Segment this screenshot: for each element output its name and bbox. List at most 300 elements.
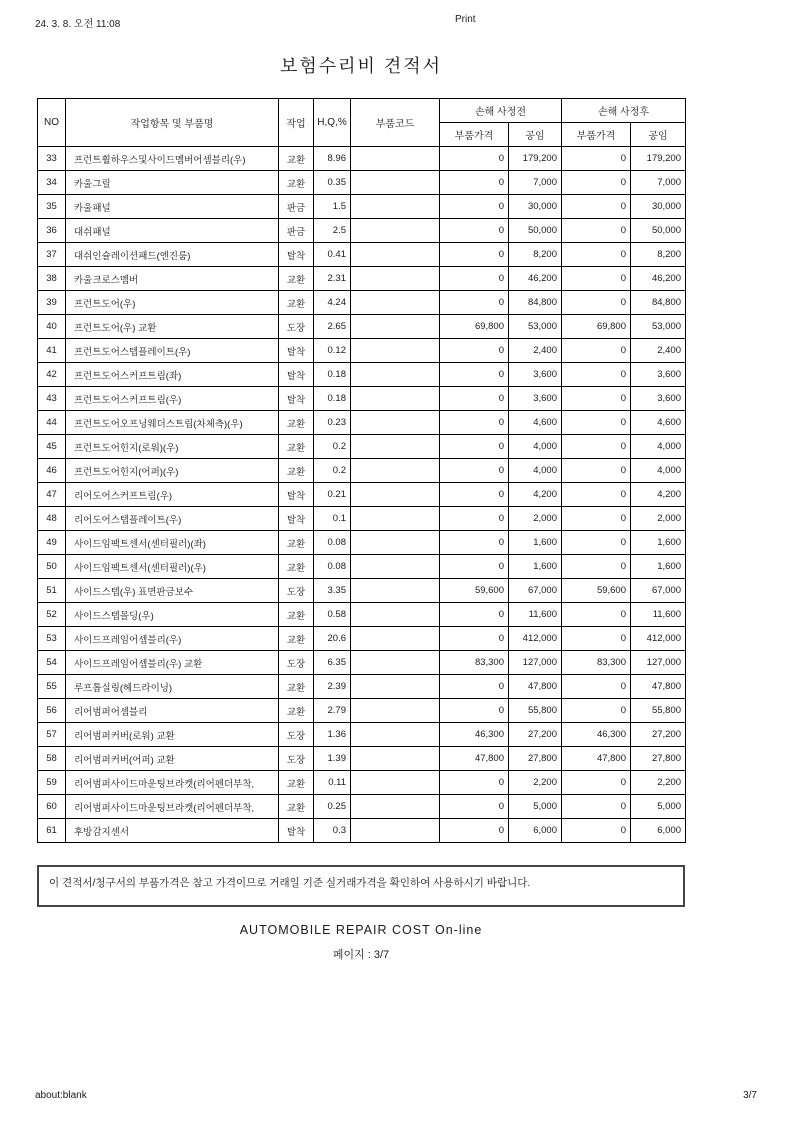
- cell-hq: 0.18: [314, 387, 351, 411]
- cell-hq: 0.2: [314, 459, 351, 483]
- cell-hq: 0.18: [314, 363, 351, 387]
- cell-item-name: 리어도어스텝플레이트(우): [66, 507, 279, 531]
- cell-item-name: 카울크로스멤버: [66, 267, 279, 291]
- cell-part-code: [351, 555, 440, 579]
- col-header-no: NO: [38, 99, 66, 147]
- cell-labor-after: 127,000: [631, 651, 686, 675]
- cell-item-name: 리어도어스커프트림(우): [66, 483, 279, 507]
- table-row: [38, 795, 686, 819]
- cell-part-price-before: 0: [440, 795, 509, 819]
- cell-part-code: [351, 675, 440, 699]
- cell-labor-before: 3,600: [509, 387, 562, 411]
- cell-work-type: 교환: [279, 459, 314, 483]
- cell-item-name: 리어범퍼커버(로워) 교환: [66, 723, 279, 747]
- cell-part-price-after: 0: [562, 699, 631, 723]
- cell-labor-before: 4,000: [509, 435, 562, 459]
- cell-part-price-before: 0: [440, 219, 509, 243]
- cell-labor-after: 53,000: [631, 315, 686, 339]
- cell-labor-after: 11,600: [631, 603, 686, 627]
- cell-part-code: [351, 435, 440, 459]
- cell-labor-before: 2,400: [509, 339, 562, 363]
- cell-item-name: 리어범퍼커버(어퍼) 교환: [66, 747, 279, 771]
- table-row: [38, 219, 686, 243]
- table-row: [38, 603, 686, 627]
- cell-labor-after: 3,600: [631, 387, 686, 411]
- cell-part-price-after: 0: [562, 771, 631, 795]
- table-row: [38, 459, 686, 483]
- notice-text: 이 견적서/청구서의 부품가격은 참고 가격이므로 거래일 기준 실거래가격을 확인하여 사용하시기 바랍니다.: [49, 877, 531, 889]
- cell-part-code: [351, 579, 440, 603]
- cell-part-price-before: 0: [440, 411, 509, 435]
- header-row-1: [38, 99, 686, 123]
- col-header-part-price-after: 부품가격: [562, 123, 631, 147]
- cell-part-price-after: 0: [562, 435, 631, 459]
- cell-part-price-before: 0: [440, 699, 509, 723]
- cell-part-price-after: 0: [562, 243, 631, 267]
- cell-part-price-before: 47,800: [440, 747, 509, 771]
- cell-work-type: 탈착: [279, 363, 314, 387]
- cell-labor-before: 179,200: [509, 147, 562, 171]
- cell-hq: 6.35: [314, 651, 351, 675]
- col-header-after: 손해 사정후: [562, 99, 686, 123]
- cell-work-type: 교환: [279, 699, 314, 723]
- cell-part-code: [351, 603, 440, 627]
- cell-no: 33: [38, 147, 66, 171]
- cell-hq: 0.08: [314, 531, 351, 555]
- cell-part-price-before: 0: [440, 195, 509, 219]
- cell-labor-before: 1,600: [509, 555, 562, 579]
- table-row: [38, 723, 686, 747]
- table-row: [38, 267, 686, 291]
- table-row: [38, 243, 686, 267]
- cell-item-name: 프런트도어스커프트림(우): [66, 387, 279, 411]
- cell-part-code: [351, 387, 440, 411]
- cell-part-price-after: 0: [562, 531, 631, 555]
- cell-part-price-after: 59,600: [562, 579, 631, 603]
- cell-part-price-after: 0: [562, 483, 631, 507]
- cell-part-code: [351, 339, 440, 363]
- page-indicator: 페이지 : 3/7: [332, 949, 390, 961]
- cell-no: 34: [38, 171, 66, 195]
- cell-work-type: 교환: [279, 795, 314, 819]
- col-header-part-price-before: 부품가격: [440, 123, 509, 147]
- cell-hq: 0.3: [314, 819, 351, 843]
- brand-line: AUTOMOBILE REPAIR COST On-line: [239, 923, 483, 937]
- cell-no: 36: [38, 219, 66, 243]
- cell-item-name: 사이드프레임어셈블리(우): [66, 627, 279, 651]
- cell-item-name: 프런트도어스텝플레이트(우): [66, 339, 279, 363]
- cell-part-price-before: 0: [440, 291, 509, 315]
- cell-part-code: [351, 195, 440, 219]
- cell-no: 55: [38, 675, 66, 699]
- cell-part-price-before: 46,300: [440, 723, 509, 747]
- cell-part-code: [351, 147, 440, 171]
- cell-part-price-after: 0: [562, 147, 631, 171]
- cell-part-price-after: 0: [562, 339, 631, 363]
- cell-labor-after: 67,000: [631, 579, 686, 603]
- cell-part-code: [351, 267, 440, 291]
- table-row: [38, 819, 686, 843]
- cell-part-price-after: 0: [562, 459, 631, 483]
- col-header-work: 작업: [279, 99, 314, 147]
- col-header-labor-after: 공임: [631, 123, 686, 147]
- footer-page-number: 3/7: [743, 1090, 757, 1101]
- cell-part-price-before: 0: [440, 483, 509, 507]
- cell-work-type: 교환: [279, 147, 314, 171]
- cell-part-price-after: 0: [562, 603, 631, 627]
- cell-part-price-before: 0: [440, 459, 509, 483]
- cell-labor-before: 4,600: [509, 411, 562, 435]
- cell-part-code: [351, 363, 440, 387]
- cell-part-price-after: 0: [562, 627, 631, 651]
- cell-no: 56: [38, 699, 66, 723]
- notice-box: [37, 865, 685, 907]
- cell-work-type: 도장: [279, 651, 314, 675]
- table-row: [38, 195, 686, 219]
- cell-part-code: [351, 723, 440, 747]
- cell-hq: 1.39: [314, 747, 351, 771]
- cell-hq: 2.39: [314, 675, 351, 699]
- cell-part-price-before: 0: [440, 771, 509, 795]
- cell-work-type: 교환: [279, 291, 314, 315]
- cell-part-price-before: 0: [440, 603, 509, 627]
- cell-labor-before: 7,000: [509, 171, 562, 195]
- cell-labor-before: 27,200: [509, 723, 562, 747]
- cell-no: 48: [38, 507, 66, 531]
- cell-work-type: 교환: [279, 171, 314, 195]
- cell-no: 49: [38, 531, 66, 555]
- col-header-labor-before: 공임: [509, 123, 562, 147]
- cell-part-code: [351, 315, 440, 339]
- table-row: [38, 411, 686, 435]
- cell-labor-after: 55,800: [631, 699, 686, 723]
- cell-labor-before: 67,000: [509, 579, 562, 603]
- table-row: [38, 507, 686, 531]
- cell-item-name: 후방감지센서: [66, 819, 279, 843]
- cell-item-name: 카울패널: [66, 195, 279, 219]
- cell-no: 42: [38, 363, 66, 387]
- cell-labor-after: 50,000: [631, 219, 686, 243]
- cell-work-type: 탈착: [279, 819, 314, 843]
- cell-hq: 2.79: [314, 699, 351, 723]
- cell-labor-before: 8,200: [509, 243, 562, 267]
- cell-hq: 0.2: [314, 435, 351, 459]
- cell-hq: 0.1: [314, 507, 351, 531]
- cell-part-code: [351, 459, 440, 483]
- cell-work-type: 교환: [279, 603, 314, 627]
- cell-item-name: 사이드임팩트센서(센터필러)(좌): [66, 531, 279, 555]
- cell-work-type: 교환: [279, 675, 314, 699]
- cell-part-code: [351, 795, 440, 819]
- cell-labor-before: 127,000: [509, 651, 562, 675]
- cell-hq: 2.65: [314, 315, 351, 339]
- cell-part-code: [351, 243, 440, 267]
- table-row: [38, 627, 686, 651]
- cell-labor-after: 5,000: [631, 795, 686, 819]
- cell-part-code: [351, 819, 440, 843]
- cell-part-price-before: 0: [440, 147, 509, 171]
- cell-labor-after: 30,000: [631, 195, 686, 219]
- cell-part-code: [351, 483, 440, 507]
- cell-part-price-before: 69,800: [440, 315, 509, 339]
- cell-part-price-before: 83,300: [440, 651, 509, 675]
- table-row: [38, 651, 686, 675]
- cell-no: 60: [38, 795, 66, 819]
- cell-no: 41: [38, 339, 66, 363]
- cell-hq: 0.58: [314, 603, 351, 627]
- cell-part-price-after: 0: [562, 267, 631, 291]
- cell-hq: 0.25: [314, 795, 351, 819]
- cell-labor-before: 4,000: [509, 459, 562, 483]
- col-header-item: 작업항목 및 부품명: [66, 99, 279, 147]
- cell-labor-before: 53,000: [509, 315, 562, 339]
- cell-item-name: 프런트도어힌지(로워)(우): [66, 435, 279, 459]
- cell-item-name: 프런트도어(우) 교환: [66, 315, 279, 339]
- cell-work-type: 교환: [279, 555, 314, 579]
- cell-hq: 20.6: [314, 627, 351, 651]
- cell-labor-after: 2,400: [631, 339, 686, 363]
- cell-part-price-after: 0: [562, 363, 631, 387]
- cell-labor-before: 46,200: [509, 267, 562, 291]
- cell-part-price-after: 0: [562, 507, 631, 531]
- cell-part-code: [351, 651, 440, 675]
- cell-item-name: 리어범퍼사이드마운팅브라켓(리어펜더부착,: [66, 771, 279, 795]
- cell-part-code: [351, 291, 440, 315]
- cell-no: 58: [38, 747, 66, 771]
- table-row: [38, 483, 686, 507]
- cell-part-price-after: 0: [562, 291, 631, 315]
- cell-no: 37: [38, 243, 66, 267]
- cell-part-price-before: 0: [440, 363, 509, 387]
- cell-hq: 0.11: [314, 771, 351, 795]
- cell-labor-after: 4,000: [631, 459, 686, 483]
- cell-work-type: 도장: [279, 579, 314, 603]
- cell-item-name: 사이드스텝몰딩(우): [66, 603, 279, 627]
- table-row: [38, 531, 686, 555]
- cell-work-type: 탈착: [279, 339, 314, 363]
- col-header-hq: H,Q,%: [314, 99, 351, 147]
- cell-work-type: 도장: [279, 315, 314, 339]
- cell-item-name: 프런트도어스커프트림(좌): [66, 363, 279, 387]
- cell-part-price-before: 0: [440, 267, 509, 291]
- cell-item-name: 프런트도어오프닝웨더스트립(차체측)(우): [66, 411, 279, 435]
- cell-no: 51: [38, 579, 66, 603]
- cell-part-price-before: 0: [440, 243, 509, 267]
- cell-work-type: 탈착: [279, 507, 314, 531]
- cell-labor-after: 27,800: [631, 747, 686, 771]
- cell-item-name: 프런트도어힌지(어퍼)(우): [66, 459, 279, 483]
- cell-no: 54: [38, 651, 66, 675]
- table-row: [38, 675, 686, 699]
- cell-hq: 2.5: [314, 219, 351, 243]
- cell-item-name: 사이드임팩트센서(센터필러)(우): [66, 555, 279, 579]
- cell-labor-after: 4,600: [631, 411, 686, 435]
- cell-work-type: 교환: [279, 267, 314, 291]
- cell-no: 52: [38, 603, 66, 627]
- cell-part-code: [351, 771, 440, 795]
- cell-part-code: [351, 747, 440, 771]
- footer-url: about:blank: [35, 1090, 87, 1101]
- cell-labor-before: 5,000: [509, 795, 562, 819]
- cell-item-name: 대쉬패널: [66, 219, 279, 243]
- document-body: [37, 0, 685, 962]
- cell-part-price-after: 47,800: [562, 747, 631, 771]
- cell-item-name: 사이드스텝(우) 표면판금보수: [66, 579, 279, 603]
- cell-item-name: 대쉬인슐레이션패드(엔진룸): [66, 243, 279, 267]
- cell-labor-before: 3,600: [509, 363, 562, 387]
- cell-part-code: [351, 411, 440, 435]
- cell-no: 61: [38, 819, 66, 843]
- cell-labor-after: 6,000: [631, 819, 686, 843]
- cell-labor-before: 2,000: [509, 507, 562, 531]
- cell-labor-before: 50,000: [509, 219, 562, 243]
- print-title: Print: [455, 14, 476, 25]
- cell-part-code: [351, 171, 440, 195]
- cell-work-type: 탈착: [279, 243, 314, 267]
- cell-part-price-before: 0: [440, 387, 509, 411]
- cell-part-price-before: 0: [440, 531, 509, 555]
- cell-work-type: 교환: [279, 627, 314, 651]
- cell-work-type: 교환: [279, 531, 314, 555]
- cell-part-price-before: 0: [440, 507, 509, 531]
- cell-part-price-before: 0: [440, 171, 509, 195]
- cell-labor-after: 84,800: [631, 291, 686, 315]
- cell-part-price-before: 0: [440, 819, 509, 843]
- cell-labor-before: 2,200: [509, 771, 562, 795]
- table-row: [38, 291, 686, 315]
- cell-part-price-before: 0: [440, 627, 509, 651]
- cell-hq: 3.35: [314, 579, 351, 603]
- cell-part-price-before: 0: [440, 435, 509, 459]
- cell-hq: 0.12: [314, 339, 351, 363]
- page-title: 보험수리비 견적서: [279, 56, 443, 76]
- cell-labor-before: 4,200: [509, 483, 562, 507]
- repair-estimate-table: [37, 98, 686, 843]
- cell-labor-after: 46,200: [631, 267, 686, 291]
- cell-item-name: 프런트도어(우): [66, 291, 279, 315]
- table-row: [38, 363, 686, 387]
- cell-labor-before: 412,000: [509, 627, 562, 651]
- cell-labor-after: 412,000: [631, 627, 686, 651]
- cell-no: 45: [38, 435, 66, 459]
- cell-part-code: [351, 531, 440, 555]
- cell-part-price-after: 46,300: [562, 723, 631, 747]
- table-row: [38, 699, 686, 723]
- cell-part-price-after: 0: [562, 387, 631, 411]
- cell-part-price-after: 69,800: [562, 315, 631, 339]
- cell-part-price-after: 0: [562, 219, 631, 243]
- cell-labor-after: 4,200: [631, 483, 686, 507]
- cell-work-type: 판금: [279, 219, 314, 243]
- cell-part-price-after: 0: [562, 171, 631, 195]
- cell-part-price-after: 0: [562, 195, 631, 219]
- cell-part-price-after: 0: [562, 675, 631, 699]
- table-row: [38, 771, 686, 795]
- cell-hq: 0.41: [314, 243, 351, 267]
- cell-work-type: 도장: [279, 747, 314, 771]
- cell-labor-after: 1,600: [631, 555, 686, 579]
- cell-item-name: 리어범퍼어셈블리: [66, 699, 279, 723]
- cell-hq: 1.36: [314, 723, 351, 747]
- cell-hq: 4.24: [314, 291, 351, 315]
- table-row: [38, 435, 686, 459]
- cell-hq: 2.31: [314, 267, 351, 291]
- cell-labor-before: 30,000: [509, 195, 562, 219]
- cell-part-price-before: 0: [440, 555, 509, 579]
- cell-part-price-after: 0: [562, 555, 631, 579]
- cell-part-price-before: 59,600: [440, 579, 509, 603]
- cell-labor-after: 7,000: [631, 171, 686, 195]
- col-header-part-code: 부품코드: [351, 99, 440, 147]
- cell-no: 57: [38, 723, 66, 747]
- cell-part-price-after: 0: [562, 411, 631, 435]
- print-datetime: 24. 3. 8. 오전 11:08: [35, 19, 121, 30]
- table-row: [38, 339, 686, 363]
- cell-no: 53: [38, 627, 66, 651]
- cell-hq: 8.96: [314, 147, 351, 171]
- cell-labor-after: 27,200: [631, 723, 686, 747]
- cell-no: 46: [38, 459, 66, 483]
- cell-part-code: [351, 699, 440, 723]
- cell-labor-before: 27,800: [509, 747, 562, 771]
- cell-work-type: 교환: [279, 435, 314, 459]
- cell-labor-after: 47,800: [631, 675, 686, 699]
- cell-labor-after: 4,000: [631, 435, 686, 459]
- table-row: [38, 579, 686, 603]
- cell-no: 50: [38, 555, 66, 579]
- cell-part-code: [351, 507, 440, 531]
- cell-hq: 1.5: [314, 195, 351, 219]
- cell-labor-after: 2,200: [631, 771, 686, 795]
- cell-labor-after: 3,600: [631, 363, 686, 387]
- cell-part-price-after: 83,300: [562, 651, 631, 675]
- cell-part-code: [351, 627, 440, 651]
- table-row: [38, 747, 686, 771]
- cell-item-name: 사이드프레임어셈블리(우) 교환: [66, 651, 279, 675]
- cell-no: 47: [38, 483, 66, 507]
- cell-no: 39: [38, 291, 66, 315]
- cell-work-type: 탈착: [279, 483, 314, 507]
- table-row: [38, 147, 686, 171]
- cell-labor-after: 179,200: [631, 147, 686, 171]
- table-row: [38, 315, 686, 339]
- cell-part-price-after: 0: [562, 795, 631, 819]
- cell-labor-before: 47,800: [509, 675, 562, 699]
- table-row: [38, 171, 686, 195]
- cell-item-name: 카울그릴: [66, 171, 279, 195]
- table-header: [38, 99, 686, 147]
- cell-labor-before: 1,600: [509, 531, 562, 555]
- cell-item-name: 루프톱실링(헤드라이닝): [66, 675, 279, 699]
- cell-part-price-before: 0: [440, 339, 509, 363]
- cell-labor-before: 11,600: [509, 603, 562, 627]
- cell-part-code: [351, 219, 440, 243]
- cell-no: 40: [38, 315, 66, 339]
- cell-work-type: 판금: [279, 195, 314, 219]
- cell-labor-after: 8,200: [631, 243, 686, 267]
- cell-no: 35: [38, 195, 66, 219]
- table-row: [38, 555, 686, 579]
- cell-hq: 0.35: [314, 171, 351, 195]
- table-row: [38, 387, 686, 411]
- cell-work-type: 도장: [279, 723, 314, 747]
- cell-labor-before: 84,800: [509, 291, 562, 315]
- col-header-before: 손해 사정전: [440, 99, 562, 123]
- cell-item-name: 리어범퍼사이드마운팅브라켓(리어펜더부착,: [66, 795, 279, 819]
- cell-no: 44: [38, 411, 66, 435]
- cell-labor-after: 2,000: [631, 507, 686, 531]
- cell-labor-after: 1,600: [631, 531, 686, 555]
